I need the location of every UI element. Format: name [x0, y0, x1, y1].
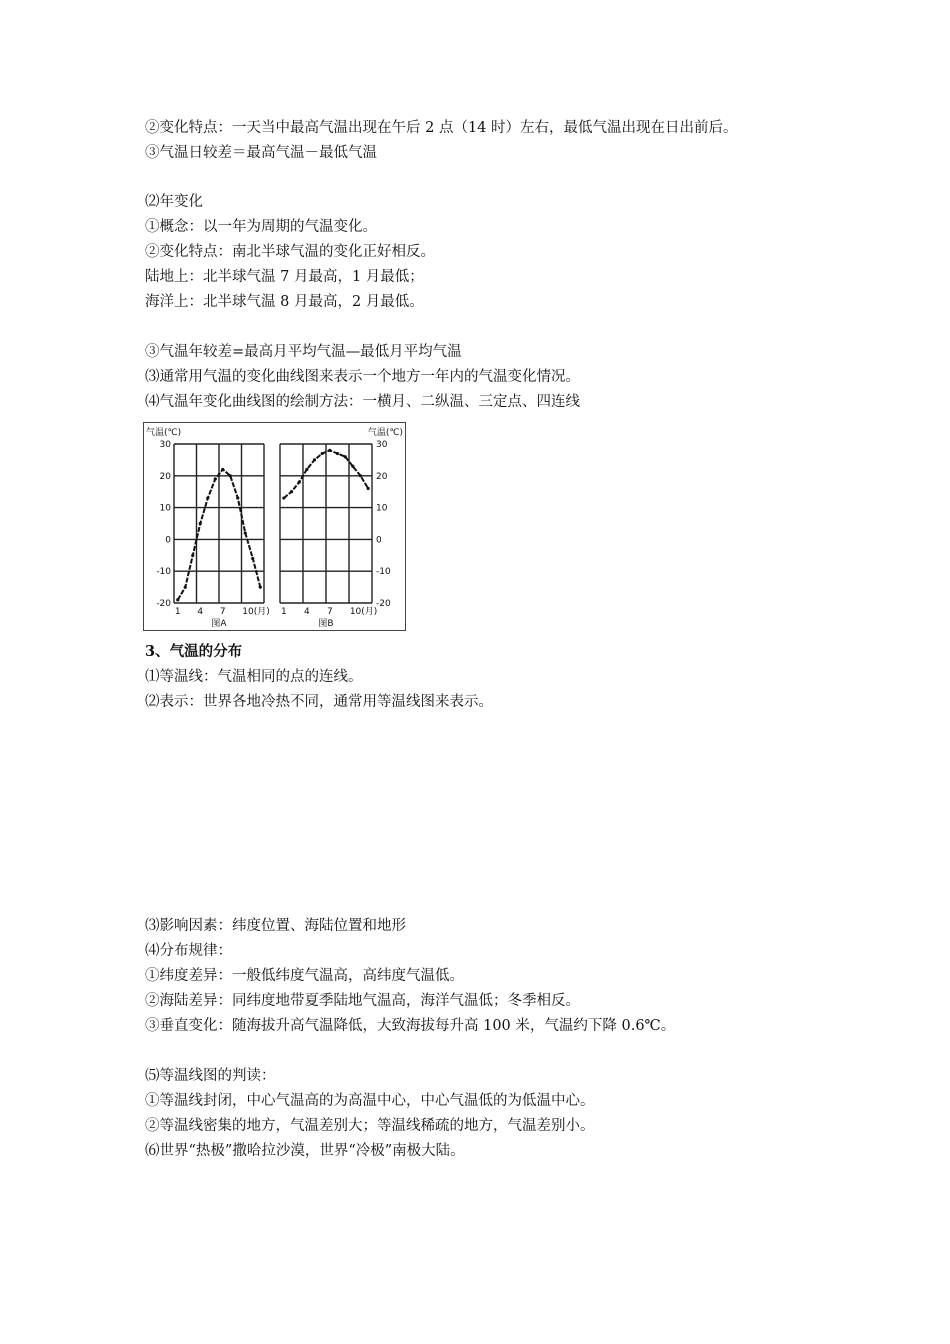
data-point: [184, 586, 187, 589]
y-axis-label: 气温(℃): [146, 428, 182, 438]
text-line: ⑶影响因素：纬度位置、海陆位置和地形: [145, 918, 406, 934]
data-point: [313, 458, 316, 461]
y-tick-label: 10: [159, 503, 171, 514]
x-tick-label: 4: [303, 607, 310, 617]
text-line: ②变化特点：南北半球气温的变化正好相反。: [145, 244, 435, 260]
data-point: [344, 455, 347, 458]
temperature-chart-figure: [143, 422, 406, 631]
text-line: ③气温年较差=最高月平均气温—最低月平均气温: [145, 344, 462, 360]
data-point: [305, 468, 308, 471]
section-heading: ⑵年变化: [145, 194, 203, 210]
chart-title: 图A: [211, 619, 227, 629]
y-tick-label: 30: [159, 440, 171, 450]
data-point: [199, 522, 202, 525]
data-point: [259, 586, 262, 589]
text-line: ①纬度差异：一般低纬度气温高，高纬度气温低。: [145, 968, 464, 984]
text-line: ②海陆差异：同纬度地带夏季陆地气温高，海洋气温低；冬季相反。: [145, 993, 580, 1009]
x-tick-label: 7: [219, 607, 226, 617]
data-point: [229, 474, 232, 477]
data-point: [351, 465, 354, 468]
section-heading: 3、气温的分布: [145, 643, 243, 660]
data-point: [236, 496, 239, 499]
text-line: ②等温线密集的地方，气温差别大；等温线稀疏的地方，气温差别小。: [145, 1118, 595, 1134]
text-line: 海洋上：北半球气温 8 月最高，2 月最低。: [145, 294, 424, 310]
data-point: [321, 452, 324, 455]
temperature-charts-svg: [144, 423, 405, 630]
data-point: [290, 490, 293, 493]
y-tick-label: 0: [165, 535, 171, 546]
text-line: ①等温线封闭，中心气温高的为高温中心，中心气温低的为低温中心。: [145, 1093, 595, 1109]
data-point: [251, 557, 254, 560]
y-tick-label: -20: [376, 599, 391, 609]
chart-title: 图B: [318, 619, 334, 629]
data-point: [214, 477, 217, 480]
data-point: [367, 487, 370, 490]
data-point: [244, 531, 247, 534]
x-tick-label: 1: [280, 607, 287, 617]
text-line: ③气温日较差＝最高气温－最低气温: [145, 145, 377, 161]
y-tick-label: -10: [376, 567, 391, 578]
text-line: ⑵表示：世界各地冷热不同，通常用等温线图来表示。: [145, 694, 493, 710]
text-line: ⑶通常用气温的变化曲线图来表示一个地方一年内的气温变化情况。: [145, 369, 580, 385]
data-point: [221, 468, 224, 471]
text-line: 陆地上：北半球气温 7 月最高，1 月最低；: [145, 269, 424, 285]
data-point: [282, 496, 285, 499]
text-line: ②变化特点：一天当中最高气温出现在午后 2 点（14 时）左右，最低气温出现在日出前后。: [145, 120, 738, 136]
y-tick-label: 0: [376, 535, 382, 546]
text-line: ⑷分布规律：: [145, 943, 232, 959]
y-axis-label: 气温(℃): [367, 428, 403, 438]
data-point: [298, 481, 301, 484]
data-point: [328, 449, 331, 452]
y-tick-label: 30: [376, 440, 388, 450]
x-tick-label: 1: [174, 607, 181, 617]
text-line: ⑷气温年变化曲线图的绘制方法：一横月、二纵温、三定点、四连线: [145, 394, 580, 410]
data-point: [359, 474, 362, 477]
data-point: [191, 554, 194, 557]
data-point: [176, 598, 179, 601]
y-tick-label: 10: [376, 503, 388, 514]
text-line: ③垂直变化：随海拔升高气温降低，大致海拔每升高 100 米，气温约下降 0.6℃。: [145, 1018, 676, 1034]
text-line: ⑹世界“热极”撒哈拉沙漠，世界“冷极”南极大陆。: [145, 1143, 465, 1159]
text-line: ①概念：以一年为周期的气温变化。: [145, 219, 377, 235]
y-tick-label: 20: [376, 471, 388, 482]
x-tick-label: 7: [326, 607, 333, 617]
y-tick-label: 20: [159, 471, 171, 482]
y-tick-label: -20: [156, 599, 171, 609]
text-line: ⑴等温线：气温相同的点的连线。: [145, 669, 363, 685]
section-heading: ⑸等温线图的判读：: [145, 1068, 276, 1084]
x-tick-label: 4: [197, 607, 204, 617]
data-point: [206, 496, 209, 499]
x-tick-label: 10(月): [349, 607, 378, 617]
data-point: [336, 452, 339, 455]
x-tick-label: 10(月): [242, 607, 270, 617]
y-tick-label: -10: [156, 567, 171, 578]
